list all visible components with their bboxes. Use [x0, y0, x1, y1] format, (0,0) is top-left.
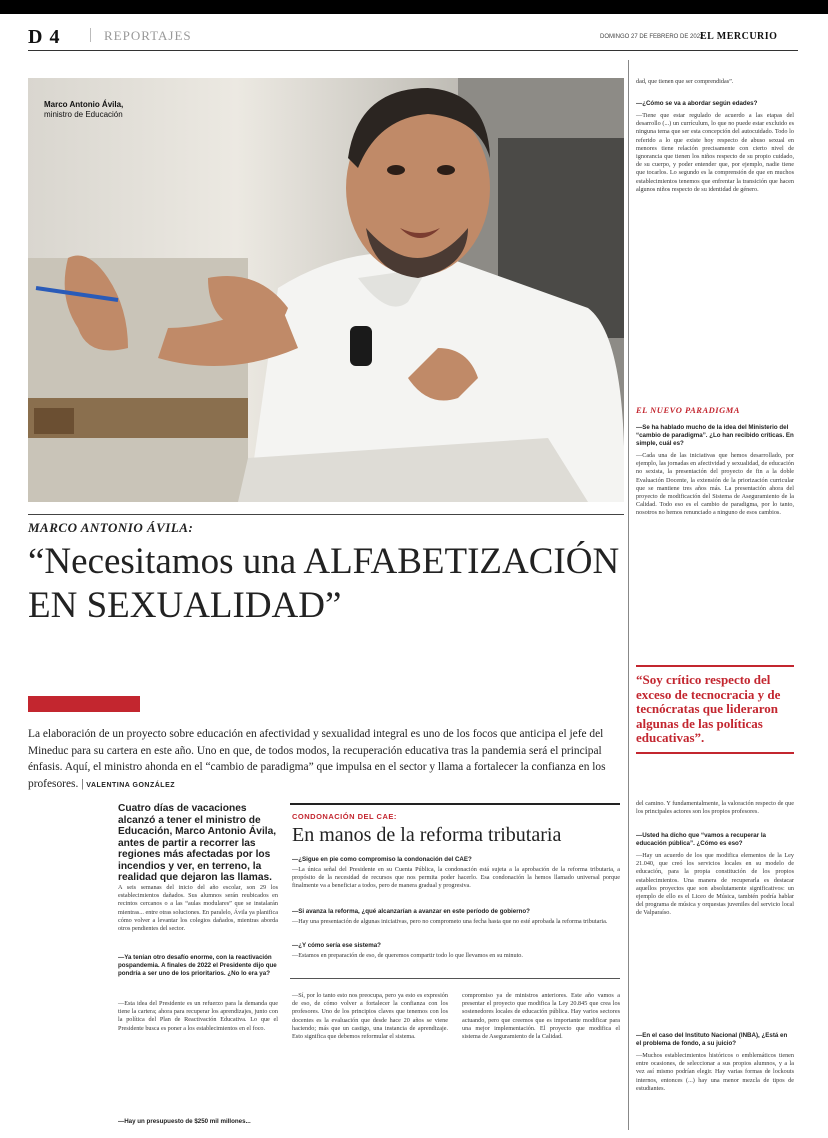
box-answer-3: —Estamos en preparación de eso, de queremos compartir todo lo que llevamos en su minuto.	[292, 952, 523, 959]
box-title: En manos de la reforma tributaria	[292, 824, 562, 846]
box-top-rule	[290, 803, 620, 805]
right-answer-1: —Tiene que estar regulado de acuerdo a las etapas del desarrollo (...) un currículum, lo que no puede estar excluido es ninguna tema que ser esta concepción del autocuidado. Todo lo referido a lo que existe hoy respecto de abuso sexual en menores tiene relación precisamente con cierto nivel de ignorancia que tienen los niños respecto de su propio cuidado, de su cuerpo, y poder entender que, por ejemplo, nadie tiene que tocarlos. Lo segundo es la comprensión de que en muchos establecimientos tenemos que enfrentar la transición que hacen algunos niños respecto de su identidad de género.	[636, 112, 794, 193]
article-lede: Cuatro días de vacaciones alcanzó a tener el ministro de Educación, Marco Antonio Ávila, antes de partir a recorrer las regiones más afectadas por los incendios y ver, en terreno, la realidad que dejaron las llamas.	[118, 803, 277, 883]
page-folio: D 4	[28, 26, 61, 48]
photo-caption	[44, 100, 134, 120]
lower-column-a: —Sí, por lo tanto esto nos preocupa, pero ya esto es expresión de eso, de cómo volver a fortalecer la confianza con los profesores. Uno de los principios claves que tenemos con los docentes es la evaluación que desde hace 20 años se viene haciendo; más que un castigo, una instancia de aprendizaje. Esto significa que debemos reformular el sistema.	[292, 992, 448, 1041]
article-deck: La elaboración de un proyecto sobre educación en afectividad y sexualidad integral es uno de los focos que anticipa el jefe del Mineduc para su cartera en este año. Uno en que, de todos modos, la recuperación educativa tras la pandemia será el principal énfasis. Aquí, el ministro ahonda en el “cambio de paradigma” que impulsa en el sector y llama a fortalecer la confianza en los profesores. | VALENTINA GONZÁLEZ	[28, 728, 606, 790]
right-answer-2: —Cada una de las iniciativas que hemos desarrollado, por ejemplo, las jornadas en afectividad y sexualidad, de educación no sexista, la presentación del proyecto de fin a la doble Evaluación Docente, la extensión de la priorización curricular que se mantiene tres años más. La presentación ahora del proyecto de modificación del Sistema de Aseguramiento de la Calidad. Todo eso es el cambio de paradigma, por lo tanto, nosotros no hemos renunciado a ninguno de esos cambios.	[636, 452, 794, 517]
newspaper-masthead: EL MERCURIO	[700, 31, 778, 42]
box-answer-1: —La única señal del Presidente en su Cuenta Pública, la condonación está sujeta a la aprobación de la reforma tributaria, a propósito de la necesidad de recursos que nos permita poder hacerlo. Esa condonación la hemos llamado universal porque finalmente va a beneficiar a todos, pero de manera gradual y progresiva.	[292, 866, 620, 890]
lower-column-b: compromiso ya de ministros anteriores. Este año vamos a presentar el proyecto que modifica la Ley 20.845 que crea los sostenedores locales de educación pública. Hay varios sectores actuando, pero que creemos que es importante modificar para una mejor implementación. El proyecto que modifica el sistema de Aseguramiento de la Calidad.	[462, 992, 620, 1041]
right-question-4: —Usted ha dicho que “vamos a recuperar la educación pública”. ¿Cómo es eso?	[636, 832, 766, 848]
right-top-text: dad, que tienen que ser comprendidas”.	[636, 78, 734, 85]
pull-quote	[636, 665, 794, 754]
column-1-body: A seis semanas del inicio del año escolar, son 29 los establecimientos dañados. Sus alumnos serán reubicados en recintos cercanos o a las “aulas modulares” que se instalarán mientras... entre otras soluciones. En paralelo, Ávila ya planifica cómo volver a levantar los colegios dañados, mientras aborda otros pendientes del sector.	[118, 884, 278, 933]
article-headline: “Necesitamos una ALFABETIZACIÓN EN SEXUALIDAD”	[28, 541, 620, 626]
article-kicker: MARCO ANTONIO ÁVILA:	[28, 520, 194, 535]
top-black-band	[0, 0, 828, 14]
right-answer-4: —Hay un acuerdo de los que modifica elementos de la Ley 21.040, que creó los servicios locales en su modelo de educación, para la propia constitución de los propios establecimientos. Una manera de recuperarla es destacar aquellos proyectos que son absolutamente significativos: un ejemplo de ello es el Liceo de Música, también podría hablar del programa de música y orquestas juveniles del servicio local de Valparaíso.	[636, 852, 794, 917]
box-question-1: —¿Sigue en pie como compromiso la condonación del CAE?	[292, 856, 472, 863]
photo-illustration	[28, 78, 624, 502]
column-1-question-2: —Hay un presupuesto de $250 mil millones...	[118, 1118, 251, 1125]
box-answer-2: —Hay una presentación de algunas iniciativas, pero no comprometo una fecha hasta que no esté aprobada la reforma tributaria.	[292, 918, 608, 925]
accent-bar	[28, 696, 140, 712]
right-answer-5: —Muchos establecimientos históricos o emblemáticos tienen entre ocasiones, de seleccionar a sus propios alumnos, y a la vez así mismo podrían elegir. Hay varias formas de lockouts internos, entonces (...) hay una menor mezcla de tipos de estudiantes.	[636, 1052, 794, 1092]
right-question-1: —¿Cómo se va a abordar según edades?	[636, 100, 758, 107]
box-question-2: —Si avanza la reforma, ¿qué alcanzarían a avanzar en este período de gobierno?	[292, 908, 530, 915]
box-kicker: CONDONACIÓN DEL CAE:	[292, 812, 397, 821]
column-1-question-1: —Ya tenían otro desafío enorme, con la reactivación pospandemia. A finales de 2022 el Presidente dijo que pondría a ser uno de los prioritarios. ¿No lo era ya?	[118, 954, 277, 978]
header-rule	[28, 50, 798, 51]
box-question-3: —¿Y cómo sería ese sistema?	[292, 942, 381, 949]
deck-text: La elaboración de un proyecto sobre educación en afectividad y sexualidad integral es uno de los focos que anticipa el jefe del Mineduc para su cartera en este año. Uno en que, de todos modos, la recuperación educativa tras la pandemia será el principal énfasis. Aquí, el ministro ahonda en el “cambio de paradigma” que impulsa en el sector y llama a fortalecer la confianza en los profesores.	[28, 728, 606, 790]
box-bottom-rule	[290, 978, 620, 979]
minister-photo	[28, 78, 624, 502]
kicker-rule	[28, 514, 624, 515]
caption-role: ministro de Educación	[44, 110, 123, 119]
column-1-answer-1: —Esta idea del Presidente es un refuerzo para la demanda que tiene la cartera; ahora para recuperar los aprendizajes, junto con la política del Plan de Reactivación Educativa. Lo que el Presidente busca es poner a los establecimientos en el foco.	[118, 1000, 278, 1032]
issue-date: DOMINGO 27 DE FEBRERO DE 2022	[600, 34, 704, 40]
header-separator	[90, 28, 91, 42]
byline: VALENTINA GONZÁLEZ	[86, 781, 176, 789]
right-subhead: EL NUEVO PARADIGMA	[636, 405, 740, 415]
right-column-rule	[628, 60, 629, 1130]
pull-quote-text: “Soy crítico respecto del exceso de tecnocracia y de tecnócratas que lideraron algunas de las políticas educativas”.	[636, 672, 781, 745]
right-question-2: —Se ha hablado mucho de la idea del Ministerio del “cambio de paradigma”. ¿Lo han recibido críticas. En simple, cuál es?	[636, 424, 794, 448]
right-answer-3: del camino. Y fundamentalmente, la valoración respecto de que los principales actores son los propios profesores.	[636, 800, 794, 816]
section-name: REPORTAJES	[104, 28, 192, 43]
right-question-5: —En el caso del Instituto Nacional (INBA), ¿Está en el problema de fondo, a su juicio?	[636, 1032, 788, 1048]
caption-name: Marco Antonio Ávila,	[44, 100, 124, 109]
